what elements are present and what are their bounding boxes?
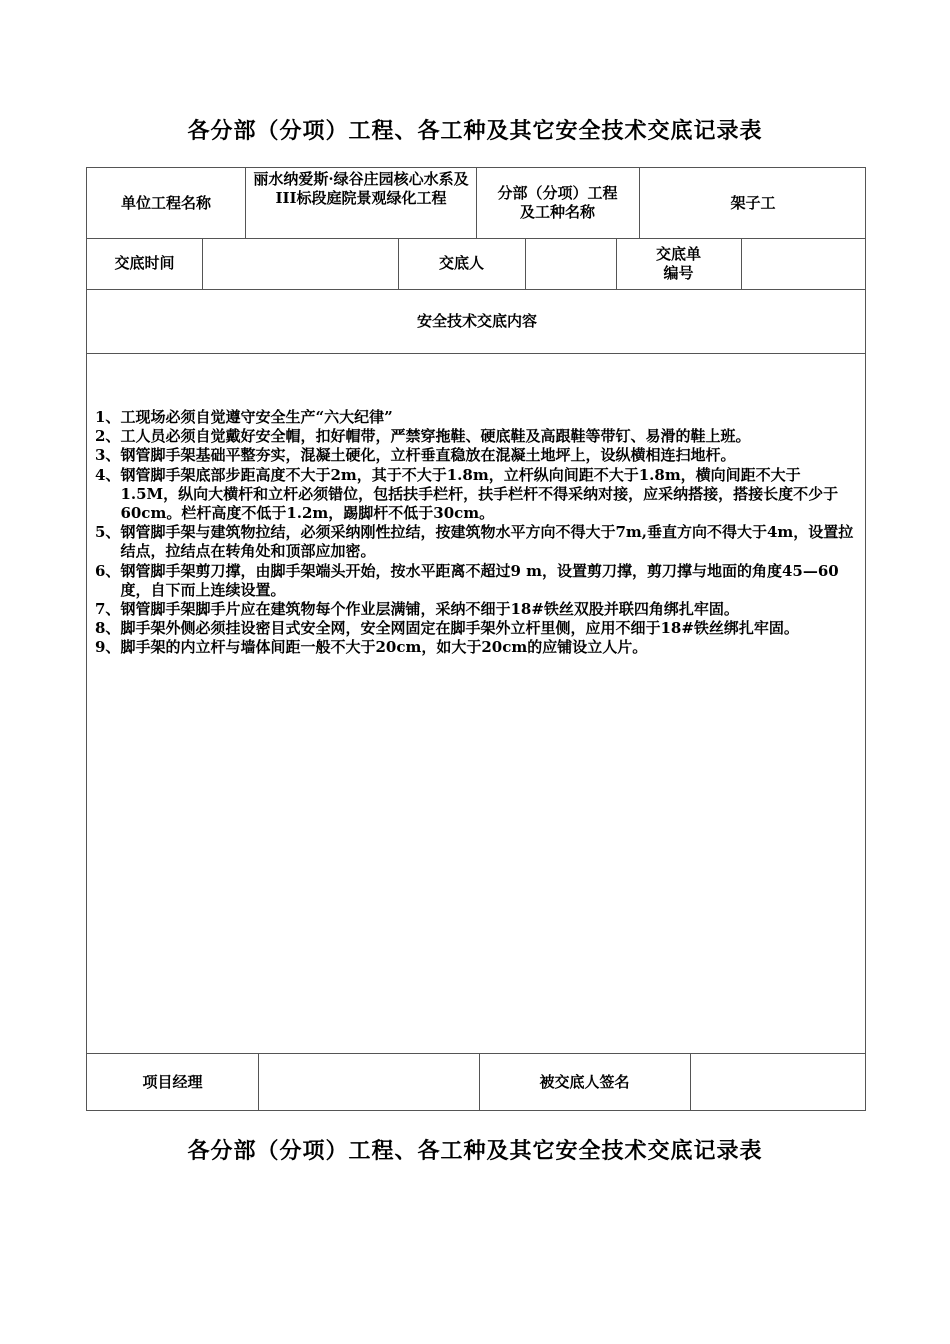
briefing-content-list: [95, 408, 855, 658]
unit-project-value: 丽水纳爱斯·绿谷庄园核心水系及III标段庭院景观绿化工程: [253, 170, 469, 207]
content-header: 安全技术交底内容: [416, 311, 537, 330]
list-item: 3、 钢管脚手架基础平整夯实，混凝土硬化，立杆垂直稳放在混凝土地坪上，设纵横相连扫地杆。: [95, 446, 736, 465]
briefing-person-value: [525, 238, 616, 289]
signee-value: [690, 1053, 867, 1111]
doc-number-value: [741, 238, 867, 289]
document-title: 各分部（分项）工程、各工种及其它安全技术交底记录表: [187, 118, 763, 144]
briefing-time-label: 交底时间: [114, 254, 175, 272]
project-manager-value: [258, 1053, 479, 1111]
list-item: 9、 脚手架的内立杆与墙体间距一般不大于20cm，如大于20cm的应铺设立人片。: [95, 638, 648, 657]
subproject-value: 架子工: [730, 193, 776, 212]
subproject-label: 分部（分项）工程 及工种名称: [497, 184, 618, 221]
list-item: 6、 钢管脚手架剪刀撑，由脚手架端头开始，按水平距离不超过9 m，设置剪刀撑，剪刀撑与地面的角度45—60度，自下而上连续设置。: [95, 561, 839, 599]
safety-briefing-form: [86, 167, 866, 1111]
list-item: 2、 工人员必须自觉戴好安全帽，扣好帽带，严禁穿拖鞋、硬底鞋及高跟鞋等带钉、易滑的鞋上班。: [95, 427, 751, 446]
list-item: 8、 脚手架外侧必须挂设密目式安全网，安全网固定在脚手架外立杆里侧，应用不细于18#铁丝绑扎牢固。: [95, 619, 799, 638]
list-item: 5、 钢管脚手架与建筑物拉结，必须采纳刚性拉结，按建筑物水平方向不得大于7m,垂直方向不得大于4m，设置拉结点，拉结点在转角处和顶部应加密。: [95, 523, 854, 561]
list-item: 4、 钢管脚手架底部步距高度不大于2m，其于不大于1.8m，立杆纵向间距不大于1.8m，横向间距不大于1.5M，纵向大横杆和立杆必须错位，包括扶手栏杆，扶手栏杆不得采纳对接，应采纳搭接，搭接长度不少于60cm。栏杆高度不低于1.2m，踢脚杆不低于30cm。: [95, 465, 839, 523]
list-item: 1、 工现场必须自觉遵守安全生产“六大纪律”: [95, 408, 393, 426]
unit-project-label: 单位工程名称: [120, 193, 211, 212]
doc-number-label: 交底单 编号: [655, 244, 701, 282]
project-manager-label: 项目经理: [142, 1072, 203, 1091]
briefing-time-value: [202, 238, 398, 289]
row-divider: [87, 353, 865, 354]
document-title-repeat: 各分部（分项）工程、各工种及其它安全技术交底记录表: [187, 1138, 763, 1164]
list-item: 7、 钢管脚手架脚手片应在建筑物每个作业层满铺，采纳不细于18#铁丝双股并联四角绑扎牢固。: [95, 600, 739, 619]
signee-label: 被交底人签名: [539, 1072, 630, 1091]
briefing-person-label: 交底人: [438, 254, 484, 272]
col-divider: [245, 168, 246, 238]
